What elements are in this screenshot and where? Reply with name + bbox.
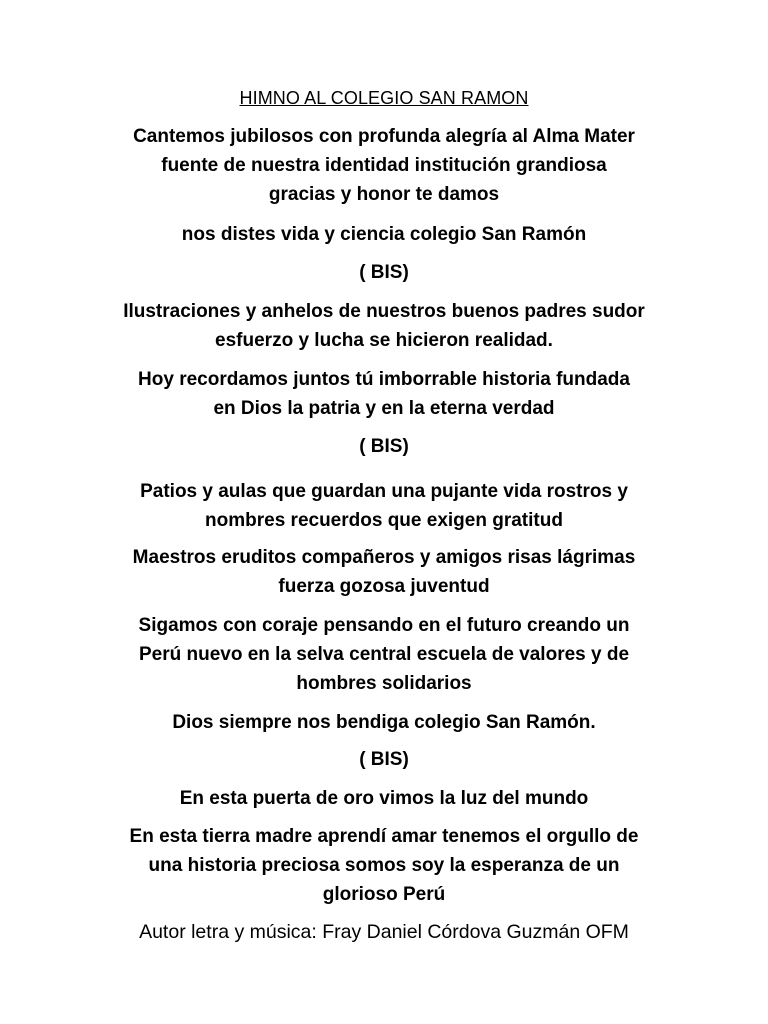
stanza-line: gracias y honor te damos (268, 184, 500, 205)
stanza-line: nos distes vida y ciencia colegio San Ramón (181, 224, 587, 245)
stanza-line: Ilustraciones y anhelos de nuestros buenos padres sudor (123, 301, 645, 322)
bis-marker (0, 258, 768, 287)
stanza-line: Cantemos jubilosos con profunda alegría al Alma Mater (133, 126, 635, 147)
stanza-5 (0, 477, 768, 535)
stanza-1 (0, 122, 768, 209)
stanza-line: esfuerzo y lucha se hicieron realidad. (215, 330, 553, 351)
stanza-2 (0, 220, 768, 249)
stanza-line: nombres recuerdos que exigen gratitud (205, 510, 563, 531)
stanza-4 (0, 365, 768, 423)
author-credit: Autor letra y música: Fray Daniel Córdova Guzmán OFM (139, 921, 629, 943)
stanza-line: fuente de nuestra identidad institución grandiosa (161, 155, 607, 176)
stanza-line: glorioso Perú (322, 884, 446, 905)
stanza-line: ( BIS) (359, 436, 409, 457)
stanza-8 (0, 708, 768, 737)
stanza-line: Patios y aulas que guardan una pujante vida rostros y (140, 481, 628, 502)
stanza-line: Dios siempre nos bendiga colegio San Ramón. (172, 712, 596, 733)
stanza-line: En esta puerta de oro vimos la luz del mundo (179, 788, 589, 809)
stanza-6 (0, 543, 768, 601)
stanza-line: Hoy recordamos juntos tú imborrable historia fundada (138, 369, 630, 390)
stanza-line: ( BIS) (359, 262, 409, 283)
stanza-line: una historia preciosa somos soy la esperanza de un (148, 855, 620, 876)
stanza-line: Maestros eruditos compañeros y amigos risas lágrimas (132, 547, 636, 568)
stanza-line: en Dios la patria y en la eterna verdad (213, 398, 555, 419)
stanza-line: En esta tierra madre aprendí amar tenemos el orgullo de (129, 826, 639, 847)
bis-marker (0, 745, 768, 774)
stanza-3 (0, 297, 768, 355)
hymn-title: HIMNO AL COLEGIO SAN RAMON (239, 88, 529, 108)
bis-marker (0, 432, 768, 461)
stanza-10 (0, 822, 768, 909)
stanza-9 (0, 784, 768, 813)
stanza-line: Perú nuevo en la selva central escuela de valores y de (138, 644, 630, 665)
stanza-7 (0, 611, 768, 698)
stanza-line: ( BIS) (359, 749, 409, 770)
stanza-line: Sigamos con coraje pensando en el futuro creando un (138, 615, 630, 636)
stanza-line: hombres solidarios (296, 673, 472, 694)
stanza-line: fuerza gozosa juventud (278, 576, 490, 597)
